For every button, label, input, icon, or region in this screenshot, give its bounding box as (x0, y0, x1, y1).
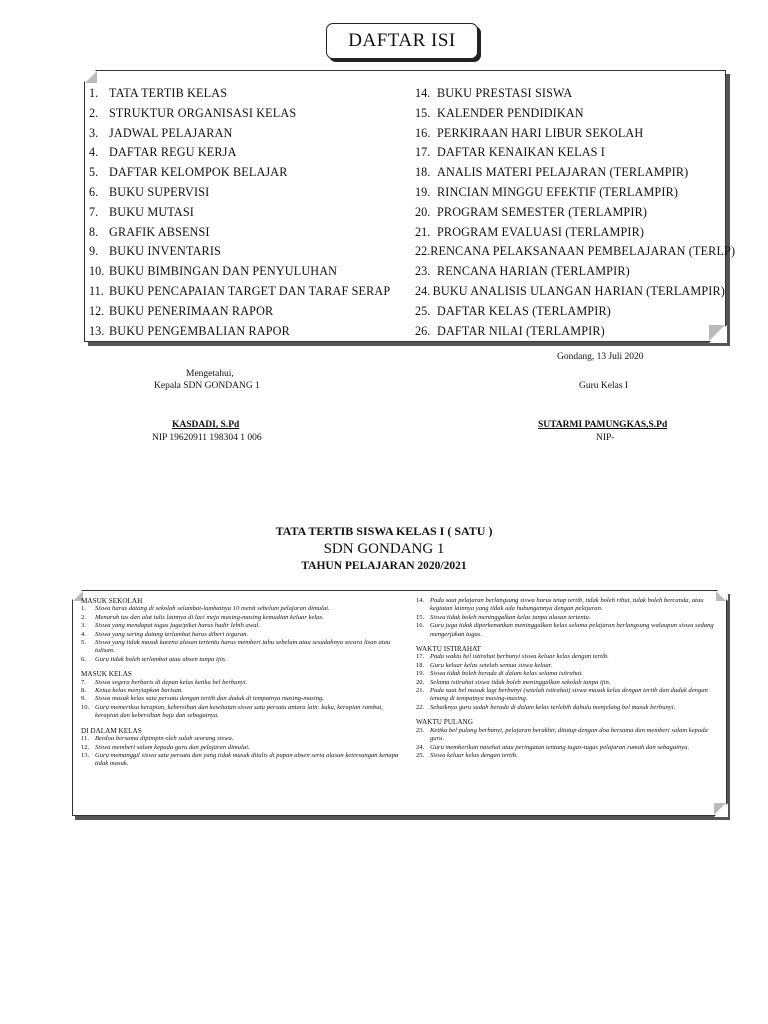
toc-item-number: 8. (89, 224, 99, 239)
principal-name: KASDADI, S.Pd (172, 420, 240, 430)
toc-item-number: 2. (89, 105, 99, 120)
rule-text: Berdoa bersama dipimpin oleh salah seorang siswa. (95, 735, 234, 743)
rule-text: Siswa tidak boleh meninggalkan kelas tanpa alasan tertentu. (430, 613, 591, 621)
rule-text: Guru juga tidak diperkenankan meninggalkan kelas selama pelajaran berlangsung walaupun siswa sedang mengerjakan tugas. (430, 622, 714, 638)
toc-item (415, 183, 725, 203)
rule-number: 8. (81, 687, 86, 695)
toc-item (89, 183, 407, 203)
rule-number: 23. (416, 726, 425, 734)
toc-item-label: DAFTAR KELAS (TERLAMPIR) (437, 303, 611, 318)
toc-item-label: PROGRAM SEMESTER (TERLAMPIR) (437, 204, 648, 219)
toc-item-label: JADWAL PELAJARAN (109, 125, 233, 140)
rule-number: 19. (416, 670, 425, 678)
toc-item-label: RINCIAN MINGGU EFEKTIF (TERLAMPIR) (437, 184, 679, 199)
rules-section (81, 670, 399, 720)
toc-item-number: 23. (415, 264, 431, 279)
rules-section-title: WAKTU PULANG (416, 718, 473, 727)
toc-item-label: BUKU PENCAPAIAN TARGET DAN TARAF SERAP (109, 283, 391, 298)
toc-item-number: 20. (415, 204, 431, 219)
toc-right-column (415, 84, 736, 341)
toc-item-label: RENCANA PELAKSANAAN PEMBELAJARAN (TERLP) (430, 244, 736, 259)
toc-item (89, 203, 407, 223)
toc-item-number: 4. (89, 145, 99, 160)
rules-section (416, 718, 716, 760)
rule-text: Guru keluar kelas setelah semua siswa keluar. (430, 661, 553, 669)
place-date: Gondang, 13 Juli 2020 (557, 352, 644, 362)
rule-item (81, 687, 399, 695)
toc-item-label: BUKU PENERIMAAN RAPOR (109, 303, 274, 318)
rule-number: 25. (416, 751, 425, 759)
toc-item-number: 15. (415, 105, 431, 120)
rule-number: 9. (81, 695, 86, 703)
toc-item (89, 322, 407, 342)
toc-item (415, 242, 736, 262)
rule-item (416, 653, 716, 661)
toc-item-label: BUKU BIMBINGAN DAN PENYULUHAN (109, 264, 338, 279)
rule-item (416, 662, 716, 670)
toc-item-number: 25. (415, 303, 431, 318)
rule-item (416, 704, 716, 712)
toc-item (89, 242, 407, 262)
toc-item (415, 163, 725, 183)
rules-section (81, 727, 399, 769)
page-curl-fold (714, 803, 726, 815)
rule-text: Siswa yang sering datang terlambat harus diberi teguran. (95, 630, 249, 638)
acknowledged-label: Mengetahui, (186, 369, 234, 379)
rules-section-title: MASUK SEKOLAH (81, 597, 143, 605)
toc-item (89, 302, 407, 322)
rule-number: 14. (416, 597, 425, 604)
toc-item-number: 24. (415, 283, 431, 298)
rule-number: 10. (81, 703, 90, 711)
toc-item-label: TATA TERTIB KELAS (109, 86, 228, 100)
toc-item (89, 84, 407, 104)
rule-item (81, 695, 399, 703)
rule-item (81, 744, 399, 752)
toc-item-label: BUKU MUTASI (109, 204, 194, 219)
toc-item-label: DAFTAR REGU KERJA (109, 145, 237, 160)
toc-item-number: 21. (415, 224, 431, 239)
rule-item (416, 752, 716, 760)
rules-panel (72, 590, 727, 816)
rule-item (81, 614, 399, 622)
rule-number: 3. (81, 622, 86, 630)
rule-item (416, 687, 716, 704)
rule-text: Siswa keluar kelas dengan tertib. (430, 751, 518, 759)
toc-item-number: 1. (89, 86, 99, 100)
toc-item (415, 124, 725, 144)
rule-number: 1. (81, 605, 86, 613)
toc-item-number: 12. (89, 303, 105, 318)
rule-number: 17. (416, 653, 425, 661)
rule-text: Ketika bel pulang berbunyi, pelajaran berakhir, ditutup dengan doa bersama dan memberi salam kepada guru. (430, 726, 708, 743)
toc-item (415, 322, 725, 342)
rule-number: 21. (416, 687, 425, 695)
rule-number: 11. (81, 735, 89, 743)
principal-nip: NIP 19620911 198304 1 006 (152, 433, 262, 443)
toc-item-label: GRAFIK ABSENSI (109, 224, 210, 239)
toc-item-number: 10. (89, 264, 105, 279)
rule-number: 7. (81, 678, 86, 686)
rule-text: Siswa yang tidak masuk karena alasan tertentu harus memberi tahu sebelum atau sesudahnya secara lisan atau tulisan. (95, 639, 391, 655)
rule-item (416, 744, 716, 752)
toc-left-column (89, 84, 407, 341)
toc-item-number: 13. (89, 323, 105, 338)
rule-number: 20. (416, 678, 425, 686)
rule-item (416, 679, 716, 687)
rules-section-title: MASUK KELAS (81, 670, 132, 679)
rules-heading: TATA TERTIB SISWA KELAS I ( SATU ) (275, 524, 493, 538)
toc-item-label: BUKU INVENTARIS (109, 244, 221, 259)
rules-section-title: WAKTU ISTIRAHAT (416, 645, 481, 654)
rules-section (416, 645, 716, 712)
toc-item-label: BUKU PRESTASI SISWA (437, 86, 573, 100)
rule-item (416, 614, 716, 622)
toc-item-number: 7. (89, 204, 99, 219)
rule-text: Menaruh tas dan alat tulis lainnya di laci meja masing-masing kemudian keluar kelas. (95, 613, 324, 621)
rule-number: 22. (416, 703, 425, 711)
page-title: DAFTAR ISI (326, 23, 478, 59)
rule-number: 16. (416, 622, 425, 630)
toc-item (89, 163, 407, 183)
rule-text: Pada saat bel masuk lagi berbunyi (setelah istirahat) siswa masuk kelas dengan tertib dan duduk dengan tenang di tempatnya masing-masing. (430, 687, 708, 703)
rule-number: 24. (416, 743, 425, 751)
toc-item-number: 11. (89, 283, 104, 298)
teacher-name: SUTARMI PAMUNGKAS,S.Pd (538, 420, 668, 430)
toc-item-number: 26. (415, 323, 431, 338)
toc-item-number: 5. (89, 165, 99, 180)
rule-text: Siswa tidak boleh berada di dalam kelas selama istirahat. (430, 670, 583, 678)
toc-item (89, 282, 407, 302)
rule-item (416, 597, 716, 614)
rule-text: Guru memberikan nasehat atau peringatan tentang tugas-tugas pelajaran rumah dan sebagainya. (430, 743, 690, 751)
principal-role: Kepala SDN GONDANG 1 (154, 381, 260, 391)
toc-item-label: BUKU PENGEMBALIAN RAPOR (109, 323, 290, 338)
toc-item-label: DAFTAR KENAIKAN KELAS I (437, 145, 606, 160)
toc-item (415, 104, 725, 124)
toc-item-label: RENCANA HARIAN (TERLAMPIR) (437, 264, 630, 279)
toc-item-label: PERKIRAAN HARI LIBUR SEKOLAH (437, 125, 644, 140)
toc-item (415, 302, 725, 322)
rule-text: Pada saat pelajaran berlangsung siswa harus tetap tertib, tidak boleh ribut, tidak boleh bercanda, atau kegiatan lainnya yang tidak ada hubungannya dengan pelajaran. (430, 597, 704, 613)
rule-number: 4. (81, 630, 86, 638)
toc-item-label: DAFTAR NILAI (TERLAMPIR) (437, 323, 605, 338)
rule-text: Siswa yang mendapat tugas jaga/piket harus hadir lebih awal. (95, 622, 261, 630)
rule-item (416, 727, 716, 744)
rule-number: 6. (81, 655, 86, 663)
toc-item-label: ANALIS MATERI PELAJARAN (TERLAMPIR) (437, 165, 689, 180)
toc-item-number: 16. (415, 125, 431, 140)
rules-section-title: DI DALAM KELAS (81, 726, 142, 735)
toc-item (415, 84, 725, 104)
toc-item-label: BUKU SUPERVISI (109, 184, 210, 199)
toc-item-number: 22. (415, 244, 431, 259)
toc-item-number: 6. (89, 184, 99, 199)
rule-number: 13. (81, 751, 90, 759)
toc-item (89, 143, 407, 163)
rules-right-column (416, 597, 716, 760)
teacher-nip: NIP- (596, 433, 615, 443)
toc-item-number: 19. (415, 184, 431, 199)
rule-text: Guru memeriksa kerapian, kebersihan dan kesehatan siswa satu persatu antara lain: kuku, kerapian rambut, kerapian dan kebersihan baju dan sebagainya. (95, 703, 383, 720)
rule-item (81, 704, 399, 721)
toc-item (415, 223, 725, 243)
teacher-role: Guru Kelas I (579, 381, 629, 391)
toc-item-label: KALENDER PENDIDIKAN (437, 105, 584, 120)
rule-number: 5. (81, 639, 86, 647)
toc-item (89, 104, 407, 124)
rules-section (81, 597, 399, 664)
rule-number: 2. (81, 613, 86, 621)
school-name: SDN GONDANG 1 (323, 541, 445, 557)
page-curl-fold (716, 591, 726, 601)
toc-item (415, 262, 725, 282)
rule-item (81, 735, 399, 743)
rule-item (81, 631, 399, 639)
rule-text: Sebaiknya guru sudah berada di dalam kelas terlebih dahulu menjelang bel masuk berbunyi. (430, 703, 676, 711)
toc-item (89, 124, 407, 144)
rule-item (81, 605, 399, 613)
rule-text: Pada waktu bel istirahat berbunyi siswa keluar kelas dengan tertib. (430, 653, 609, 661)
rule-item (81, 679, 399, 687)
toc-item-number: 9. (89, 244, 99, 259)
rule-item (81, 622, 399, 630)
toc-item (89, 223, 407, 243)
rule-item (416, 622, 716, 639)
toc-item-label: BUKU ANALISIS ULANGAN HARIAN (TERLAMPIR) (432, 283, 725, 298)
toc-item (415, 282, 725, 302)
rules-left-column (81, 597, 399, 769)
rule-text: Selama istirahat siswa tidak boleh meninggalkan sekolah tanpa ijin. (430, 678, 611, 686)
table-of-contents (84, 70, 736, 342)
rule-text: Siswa masuk kelas satu persatu dengan tertib dan duduk di tempatnya masing-masing. (95, 695, 324, 703)
toc-item-number: 14. (415, 86, 431, 100)
rule-text: Siswa segera berbaris di depan kelas ketika bel berbunyi. (95, 678, 248, 686)
toc-item (415, 203, 725, 223)
rules-section (416, 597, 716, 639)
rule-number: 18. (416, 661, 425, 669)
rule-item (81, 639, 399, 656)
toc-item (415, 143, 725, 163)
rule-text: Guru tidak boleh terlambat atau absen tanpa ijin. (95, 655, 227, 663)
rule-number: 15. (416, 613, 425, 621)
toc-item-label: STRUKTUR ORGANISASI KELAS (109, 105, 297, 120)
page-curl-fold (85, 71, 97, 83)
rule-item (81, 752, 399, 769)
toc-item-label: DAFTAR KELOMPOK BELAJAR (109, 165, 288, 180)
toc-item-number: 3. (89, 125, 99, 140)
rule-text: Siswa harus datang di sekolah selambat-lambatnya 10 menit sebelum pelajaran dimulai. (95, 605, 330, 613)
rule-item (81, 656, 399, 664)
toc-item-number: 17. (415, 145, 431, 160)
school-year: TAHUN PELAJARAN 2020/2021 (301, 560, 467, 572)
rule-number: 12. (81, 743, 90, 751)
toc-item-number: 18. (415, 165, 431, 180)
rule-item (416, 670, 716, 678)
rule-text: Siswa memberi salam kepada guru dan pelajaran dimulai. (95, 743, 250, 751)
rule-text: Guru memanggil siswa satu persatu dan yang tidak masuk ditulis di papan absen serta alasan ketersangan kenapa tidak masuk. (95, 751, 399, 768)
rule-text: Ketua kelas menyiapkan barisan. (95, 687, 183, 695)
toc-item (89, 262, 407, 282)
toc-item-label: PROGRAM EVALUASI (TERLAMPIR) (437, 224, 645, 239)
